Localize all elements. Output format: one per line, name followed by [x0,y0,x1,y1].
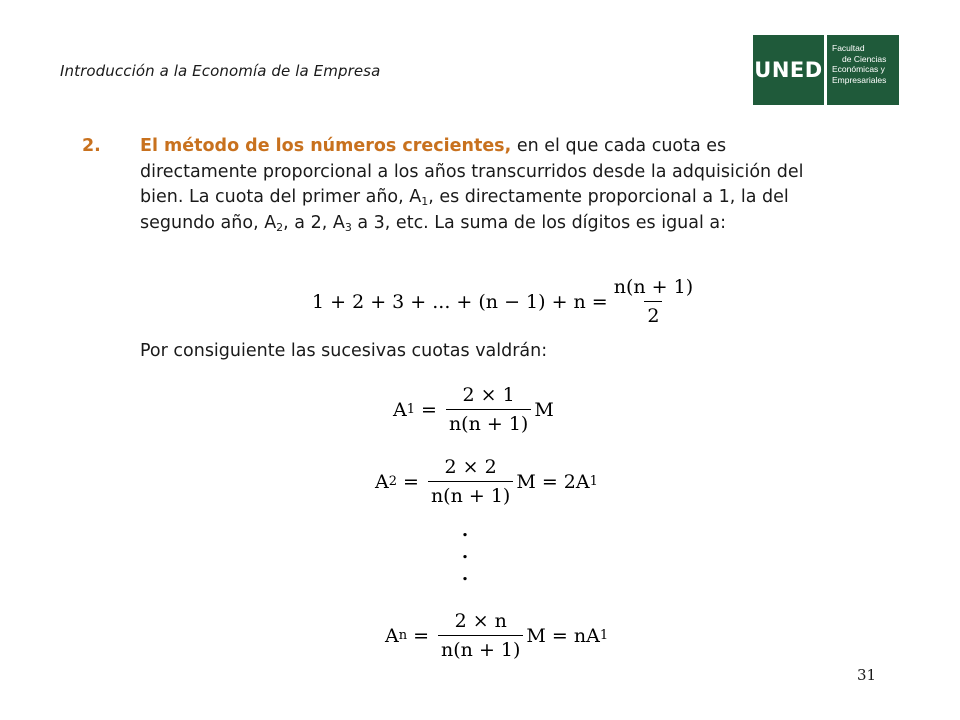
consequence-text: Por consiguiente las sucesivas cuotas valdrán: [140,341,548,361]
a1-fraction [446,384,531,435]
paragraph-text: en el que cada cuota es directamente proporcional a los años transcurridos desde la adquisición del bien. La cuota del primer año, A [140,136,804,207]
fraction-denominator: n(n + 1) [446,409,531,435]
subscript: 3 [344,220,352,234]
a2-fraction [428,456,513,507]
faculty-name [832,43,886,85]
equals-sign: = [421,398,437,421]
vertical-ellipsis [460,520,470,586]
faculty-line: de Ciencias [842,53,887,64]
ellipsis-dot: . [461,564,469,585]
equals-sign: = [403,470,419,493]
fraction-denominator: 2 [644,301,662,327]
sum-fraction [611,276,696,327]
paragraph-text: a 3, etc. La suma de los dígitos es igual a: [351,212,727,233]
ellipsis-dot: . [461,542,469,563]
faculty-line: Empresariales [832,74,887,85]
fraction-numerator: 2 × 2 [444,456,497,478]
paragraph-text: , a 2, A [283,212,345,233]
formula-symbol: A [385,624,399,647]
formula-a2: A 2 = $\frac{2 \times 2}{n(n + 1)}$ M = 2A 1 [375,456,598,507]
sum-formula-lhs: 1 + 2 + 3 + ... + (n − 1) + n = [312,290,608,313]
formula-tail: M = nA [526,624,600,647]
fraction-denominator: n(n + 1) [438,635,523,661]
formula-symbol: A [375,470,389,493]
fraction-numerator: n(n + 1) [613,276,694,298]
subscript: 2 [276,220,284,234]
fraction-numerator: 2 × 1 [462,384,515,406]
formula-tail: M = 2A [516,470,590,493]
subscript: 1 [421,195,429,208]
equals-sign: = [413,624,430,647]
method-paragraph [140,134,840,236]
section-number: 2. [82,136,101,156]
faculty-line: Económicas y [832,64,885,74]
page-number: 31 [857,666,877,684]
fraction-denominator: n(n + 1) [428,481,513,507]
an-fraction [438,610,523,661]
paragraph-text: , es directamente proporcional a 1, la del segundo año, A [140,187,789,233]
formula-symbol: A [393,398,407,421]
formula-a1: A 1 = $\frac{2 \times 1}{n(n + 1)}$ M [393,384,554,435]
course-title: Introducción a la Economía de la Empresa [60,62,381,80]
ellipsis-dot: . [461,520,469,541]
uned-logo [753,35,899,105]
formula-an: A n = $\frac{2 \times n}{n(n + 1)}$ M = nA 1 [385,610,609,661]
fraction-numerator: 2 × n [454,610,507,632]
sum-formula [312,276,699,327]
formula-tail: M [534,398,554,421]
logo-faculty-block [827,35,899,105]
faculty-line: Facultad [832,43,865,53]
logo-mark: UNED [754,58,823,82]
logo-mark-block [753,35,824,105]
method-title: El método de los números crecientes, [140,136,512,156]
